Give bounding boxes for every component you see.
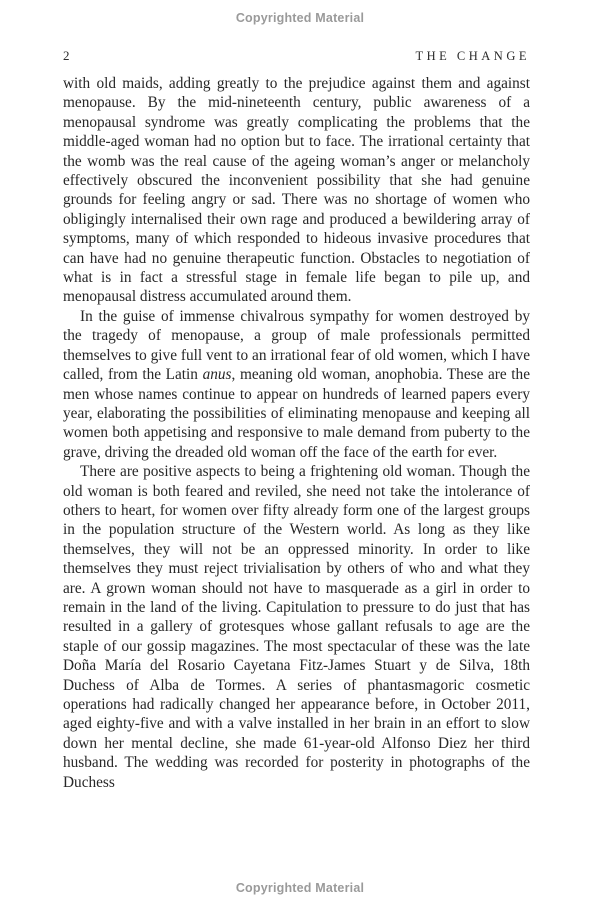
copyright-watermark-bottom: Copyrighted Material	[235, 881, 365, 895]
paragraph-2	[63, 307, 530, 462]
body-text	[63, 74, 530, 792]
page-header	[63, 48, 530, 64]
paragraph-2-italic-term: anus	[202, 366, 232, 384]
page-number: 2	[63, 48, 70, 63]
paragraph-2-pre: In the guise of immense chivalrous sympathy for women destroyed by the tragedy of menopause, a group of male professionals permitted themselves to give full vent to an irrational fear of old women, which I have called, from the Latin	[63, 307, 530, 384]
copyright-watermark-top: Copyrighted Material	[235, 11, 365, 25]
paragraph-3: There are positive aspects to being a frightening old woman. Though the old woman is both feared and reviled, she need not take the intolerance of others to heart, for women over fifty already form one of the largest groups in the population structure of the Western world. As long as they like themselves, they will not be an oppressed minority. In order to like themselves they must reject trivialisation by others of who and what they are. A grown woman should not have to masquerade as a girl in order to remain in the land of the living. Capitulation to pressure to do just that has resulted in a gallery of grotesques whose gallant refusals to age are the staple of our gossip magazines. The most spectacular of these was the late Doña María del Rosario Cayetana Fitz-James Stuart y de Silva, 18th Duchess of Alba de Tormes. A series of phantasmagoric cosmetic operations had radically changed her appearance before, in October 2011, aged eighty-five and with a valve installed in her brain in an effort to slow down her mental decline, she made 61-year-old Alfonso Diez her third husband. The wedding was recorded for posterity in photographs of the Duchess	[63, 463, 530, 791]
paragraph-1: with old maids, adding greatly to the prejudice against them and against menopause. By the mid-nineteenth century, public awareness of a menopausal syndrome was greatly complicating the problems that the middle-aged woman had no option but to face. The irrational certainty that the womb was the real cause of the ageing woman’s anger or melancholy effectively obscured the inconvenient possibility that she had genuine grounds for feeling angry or sad. There was no shortage of women who obligingly internalised their own rage and produced a bewildering array of symptoms, many of which responded to hideous invasive procedures that can have had no genuine therapeutic function. Obstacles to negotiation of what is in fact a stressful stage in female life began to pile up, and menopausal distress accumulated around them.	[63, 75, 530, 306]
running-title: THE CHANGE	[415, 49, 530, 63]
paragraph-2-post: , meaning old woman, anophobia. These are the men whose names continue to appear on hundreds of learned papers every year, elaborating the possibilities of eliminating menopause and keeping all women both appetising and responsive to male demand from puberty to the grave, driving the dreaded old woman off the face of the earth for ever.	[63, 366, 530, 461]
